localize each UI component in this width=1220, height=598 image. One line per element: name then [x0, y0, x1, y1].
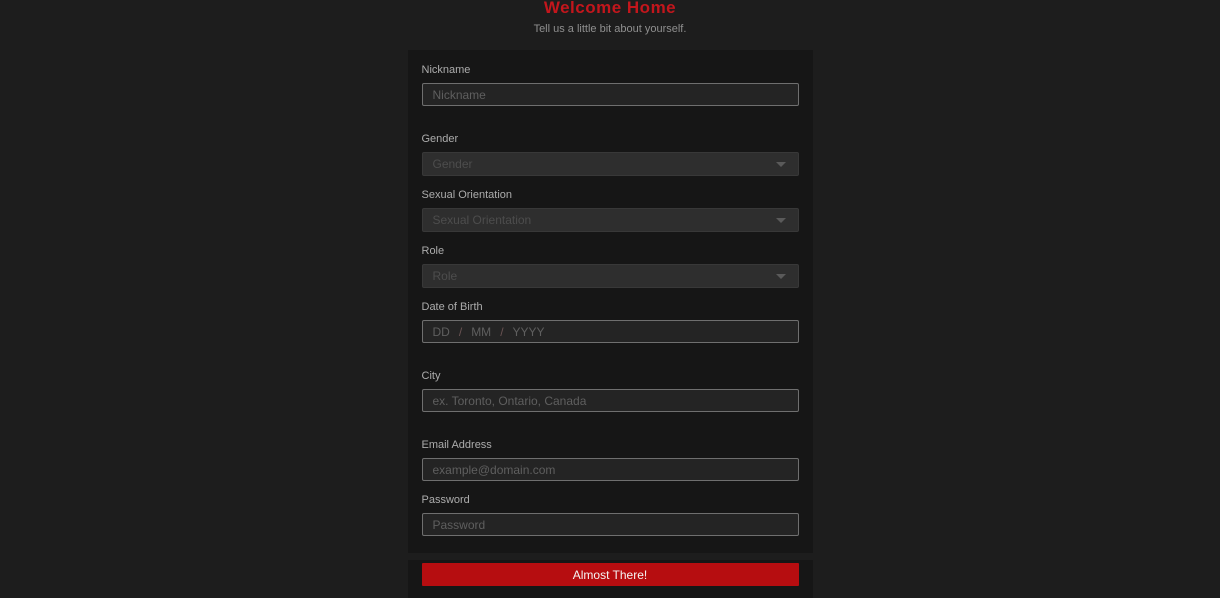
submit-button[interactable]: Almost There!: [422, 563, 799, 586]
dob-day-placeholder: DD: [432, 324, 450, 339]
password-field[interactable]: [422, 513, 799, 536]
dob-label: Date of Birth: [421, 301, 483, 313]
sexual-orientation-select-value: Sexual Orientation: [432, 213, 532, 227]
role-label: Role: [421, 245, 445, 257]
nickname-label: Nickname: [421, 64, 471, 76]
gender-label: Gender: [421, 133, 459, 145]
email-field[interactable]: [422, 458, 799, 481]
password-label: Password: [421, 494, 470, 506]
page-title: Welcome Home: [543, 0, 677, 17]
submit-panel: [408, 560, 813, 598]
city-label: City: [421, 370, 441, 382]
dob-month-placeholder: MM: [471, 324, 492, 339]
role-select[interactable]: [422, 264, 799, 288]
sexual-orientation-field-group: [422, 189, 799, 232]
city-input[interactable]: [422, 389, 799, 412]
chevron-down-icon: [776, 162, 786, 167]
dob-separator: /: [500, 324, 504, 339]
chevron-down-icon: [776, 218, 786, 223]
email-label: Email Address: [421, 439, 492, 451]
page-subtitle: Tell us a little bit about yourself.: [533, 23, 687, 35]
profile-form-panel: [408, 50, 813, 553]
gender-select-value: Gender: [432, 157, 473, 171]
role-select-value: Role: [432, 269, 458, 283]
dob-field-group: [422, 301, 799, 343]
role-field-group: [422, 245, 799, 288]
nickname-field-group: [422, 64, 799, 106]
dob-input[interactable]: [422, 320, 799, 343]
gender-field-group: [422, 133, 799, 176]
gender-select[interactable]: [422, 152, 799, 176]
dob-year-placeholder: YYYY: [512, 324, 545, 339]
chevron-down-icon: [776, 274, 786, 279]
email-field-group: [422, 439, 799, 481]
sexual-orientation-label: Sexual Orientation: [421, 189, 512, 201]
city-field-group: [422, 370, 799, 412]
sexual-orientation-select[interactable]: [422, 208, 799, 232]
nickname-input[interactable]: [422, 83, 799, 106]
dob-separator: /: [458, 324, 463, 339]
password-field-group: [422, 494, 799, 536]
page-header: [0, 0, 1220, 35]
